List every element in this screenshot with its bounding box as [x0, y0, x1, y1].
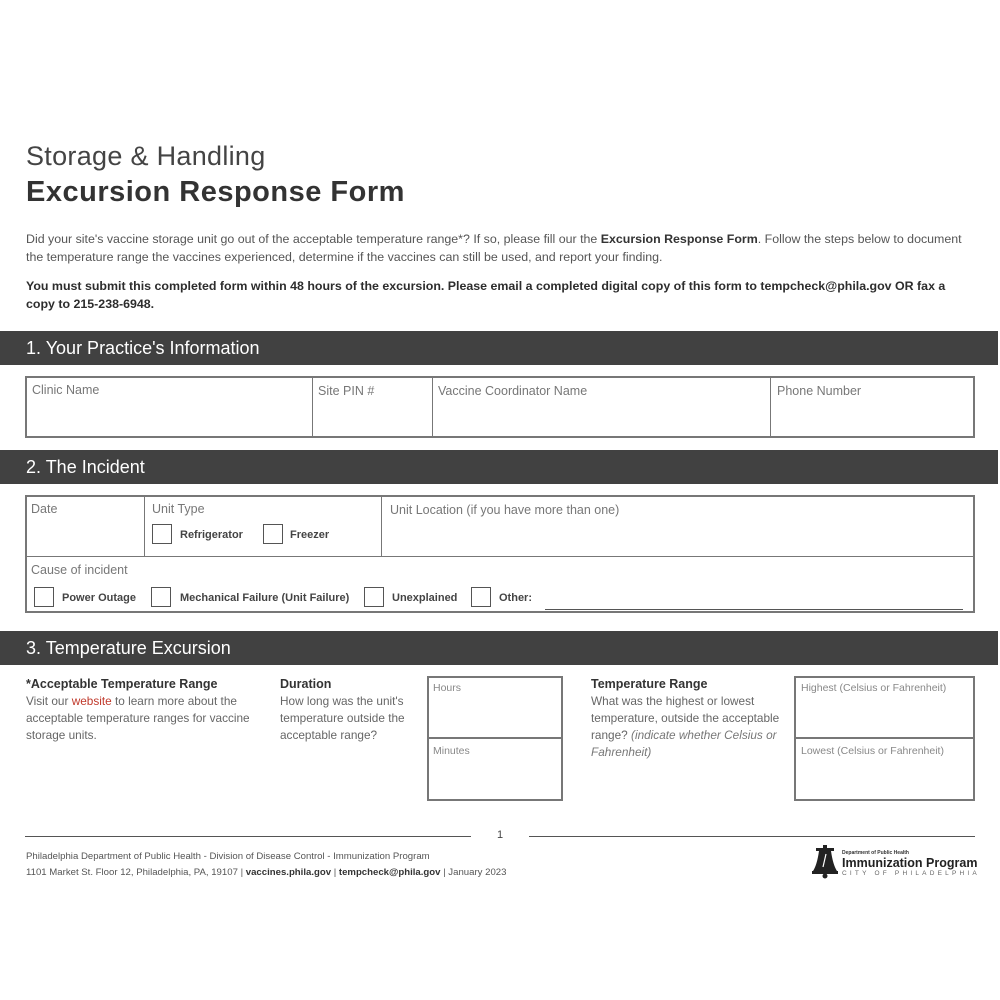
divider	[427, 737, 563, 739]
divider	[794, 737, 975, 739]
lowest-label: Lowest (Celsius or Fahrenheit)	[801, 745, 944, 757]
footer-address: 1101 Market St. Floor 12, Philadelphia, PA, 19107 |	[26, 867, 246, 878]
acceptable-text-2: to learn more about the acceptable temperature ranges for vaccine storage units.	[26, 694, 250, 742]
clinic-name-label: Clinic Name	[32, 383, 100, 397]
footer-separator: |	[331, 867, 339, 878]
duration-text: How long was the unit's temperature outside the acceptable range?	[280, 694, 405, 742]
section1-heading: 1. Your Practice's Information	[0, 331, 998, 365]
footer-department: Philadelphia Department of Public Health - Division of Disease Control - Immunization Program	[26, 851, 430, 862]
divider	[312, 376, 313, 438]
duration-title: Duration	[280, 677, 332, 691]
unexplained-label: Unexplained	[392, 592, 458, 604]
temp-range-question: What was the highest or lowest temperature, outside the acceptable range?	[591, 694, 780, 742]
minutes-field[interactable]	[430, 759, 560, 797]
divider	[770, 376, 771, 438]
title-storage-handling: Storage & Handling	[26, 141, 266, 171]
temp-range-note: (indicate whether Celsius or Fahrenheit)	[591, 728, 777, 759]
refrigerator-label: Refrigerator	[180, 529, 243, 541]
freezer-checkbox[interactable]	[263, 524, 283, 544]
date-field[interactable]	[30, 520, 140, 552]
site-pin-field[interactable]	[316, 402, 428, 434]
footer-website-link[interactable]: vaccines.phila.gov	[245, 867, 332, 878]
freezer-label: Freezer	[290, 529, 330, 541]
phone-number-label: Phone Number	[777, 384, 862, 398]
other-label: Other:	[499, 592, 532, 604]
site-pin-label: Site PIN #	[318, 384, 375, 398]
temperature-range-title: Temperature Range	[591, 677, 708, 691]
website-link[interactable]: website	[71, 694, 112, 708]
section3-heading: 3. Temperature Excursion	[0, 631, 998, 665]
date-label: Date	[31, 502, 58, 516]
minutes-label: Minutes	[433, 745, 470, 757]
acceptable-range-title: *Acceptable Temperature Range	[26, 677, 218, 691]
divider	[144, 495, 145, 556]
lowest-temp-field[interactable]	[797, 759, 972, 797]
footer-contact	[26, 865, 786, 881]
logo-program-name: Immunization Program	[842, 856, 978, 870]
mechanical-failure-label: Mechanical Failure (Unit Failure)	[180, 592, 350, 604]
power-outage-label: Power Outage	[62, 592, 136, 604]
unit-location-label: Unit Location (if you have more than one)	[390, 503, 620, 517]
footer-info	[26, 849, 786, 881]
page-title: Excursion Response Form	[26, 176, 405, 208]
immunization-program-logo	[810, 845, 980, 881]
other-checkbox[interactable]	[471, 587, 491, 607]
vaccine-coordinator-label: Vaccine Coordinator Name	[438, 384, 588, 398]
mechanical-failure-checkbox[interactable]	[151, 587, 171, 607]
hours-label: Hours	[433, 682, 462, 694]
intro-form-name: Excursion Response Form	[600, 232, 758, 246]
acceptable-text-1: Visit our	[26, 694, 72, 708]
other-cause-input[interactable]	[545, 594, 963, 610]
footer-email-link[interactable]: tempcheck@phila.gov	[338, 867, 441, 878]
temperature-range-text	[591, 693, 788, 761]
highest-label: Highest (Celsius or Fahrenheit)	[801, 682, 947, 694]
divider	[25, 556, 975, 557]
acceptable-range-text	[26, 693, 261, 744]
divider	[381, 495, 382, 556]
unit-type-label: Unit Type	[152, 502, 205, 516]
liberty-bell-icon	[810, 845, 840, 879]
cause-of-incident-label: Cause of incident	[31, 563, 128, 577]
intro-paragraph	[26, 230, 976, 266]
logo-city: CITY OF PHILADELPHIA	[842, 870, 980, 877]
page-number: 1	[497, 829, 504, 841]
vaccine-coordinator-field[interactable]	[436, 402, 766, 434]
section2-heading: 2. The Incident	[0, 450, 998, 484]
divider	[432, 376, 433, 438]
power-outage-checkbox[interactable]	[34, 587, 54, 607]
footer-divider-right	[529, 836, 975, 837]
clinic-name-field[interactable]	[30, 402, 308, 434]
highest-temp-field[interactable]	[797, 696, 972, 734]
hours-field[interactable]	[430, 696, 560, 734]
intro-text-2: . Follow the steps below to document the temperature range the vaccines experienced, determine if the vaccines can still be used, and report your finding.	[26, 232, 962, 264]
phone-number-field[interactable]	[774, 402, 970, 434]
unexplained-checkbox[interactable]	[364, 587, 384, 607]
footer-date: | January 2023	[440, 867, 507, 878]
logo-department: Department of Public Health	[842, 850, 909, 856]
footer-divider-left	[25, 836, 471, 837]
intro-text-1: Did your site's vaccine storage unit go out of the acceptable temperature range*? If so, please fill our the	[26, 232, 601, 246]
unit-location-field[interactable]	[386, 520, 970, 552]
submission-notice: You must submit this completed form within 48 hours of the excursion. Please email a completed digital copy of this form to tempcheck@phila.gov OR fax a copy to 215-238-6948.	[26, 279, 946, 311]
refrigerator-checkbox[interactable]	[152, 524, 172, 544]
